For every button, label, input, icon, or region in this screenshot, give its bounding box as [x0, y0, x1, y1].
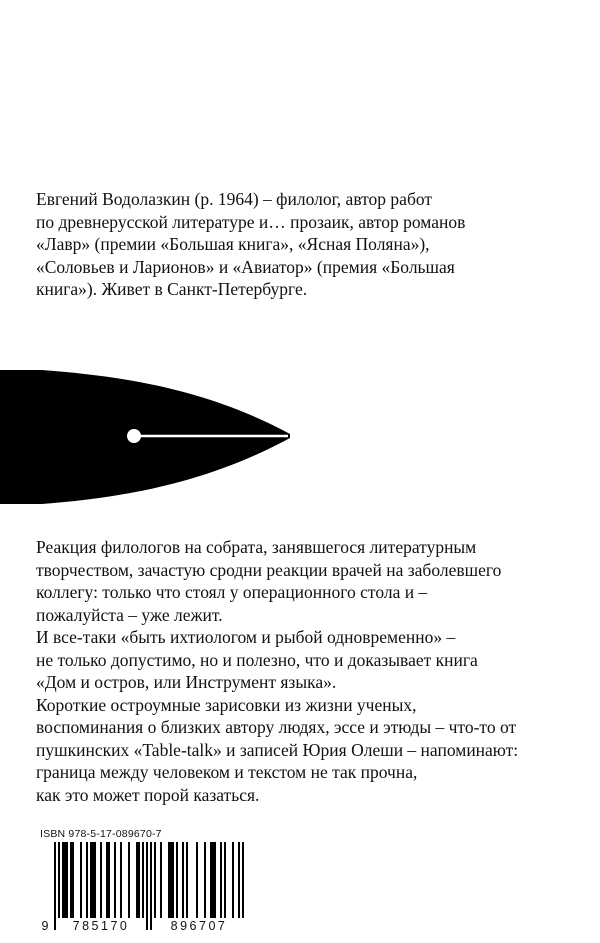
barcode-bar [210, 842, 212, 918]
barcode-bar [142, 842, 144, 918]
book-description [36, 536, 596, 806]
author-bio-line: книга»). Живет в Санкт-Петербурге. [36, 279, 308, 299]
barcode-bar [54, 842, 56, 930]
barcode-bar [94, 842, 96, 918]
barcode-bar [70, 842, 72, 918]
barcode-bar [138, 842, 140, 918]
author-bio-line: «Лавр» (премии «Большая книга», «Ясная Поляна»), [36, 234, 430, 254]
barcode-right-digits: 896707 [154, 918, 244, 934]
barcode-bar [114, 842, 116, 918]
barcode-bar [62, 842, 64, 918]
description-line: не только допустимо, но и полезно, что и доказывает книга [36, 649, 478, 670]
barcode-bar [242, 842, 244, 930]
barcode-bar [170, 842, 172, 918]
barcode-bar [106, 842, 108, 918]
barcode-bar [172, 842, 174, 918]
description-line: коллегу: только что стоял у операционного стола и – [36, 582, 428, 602]
barcode-first-digit: 9 [38, 918, 52, 934]
barcode-bar [176, 842, 178, 918]
description-line: «Дом и остров, или Инструмент языка». [36, 672, 337, 692]
author-bio-line: «Соловьев и Ларионов» и «Авиатор» (премия «Большая [36, 256, 455, 277]
barcode-bar [146, 842, 148, 930]
pen-breather-hole [127, 429, 141, 443]
author-bio-line: Евгений Водолазкин (р. 1964) – филолог, автор работ [36, 189, 433, 209]
barcode-bar [100, 842, 102, 918]
barcode-bar [150, 842, 152, 930]
barcode-bar [232, 842, 234, 918]
author-bio [36, 188, 576, 301]
description-line: творчеством, зачастую сродни реакции врачей на заболевшего [36, 559, 502, 580]
barcode-bar [136, 842, 138, 918]
description-line: Реакция филологов на собрата, занявшегося литературным [36, 537, 477, 557]
barcode-bar [80, 842, 82, 918]
barcode-bar [154, 842, 156, 918]
barcode-bar [168, 842, 170, 918]
barcode-bar [72, 842, 74, 918]
description-line: пожалуйста – уже лежит. [36, 604, 223, 625]
barcode-bar [66, 842, 68, 918]
barcode-bar [108, 842, 110, 918]
barcode-bar [238, 842, 240, 930]
barcode-digits [38, 918, 244, 934]
barcode-bar [186, 842, 188, 918]
author-bio-line: по древнерусской литературе и… прозаик, автор романов [36, 211, 466, 232]
barcode-bar [64, 842, 66, 918]
description-line: воспоминания о близких автору людях, эссе и этюды – что-то от [36, 717, 517, 737]
description-line: Короткие остроумные зарисовки из жизни ученых, [36, 694, 417, 715]
fountain-pen-nib-icon [0, 362, 600, 512]
description-line: И все-таки «быть ихтиологом и рыбой одновременно» – [36, 627, 456, 647]
description-line: пушкинских «Table-talk» и записей Юрия Олеши – напоминают: [36, 739, 519, 760]
barcode-bar [214, 842, 216, 918]
description-line: как это может порой казаться. [36, 784, 260, 805]
barcode-left-digits: 785170 [56, 918, 146, 934]
barcode-bar [58, 842, 60, 930]
barcode-bar [160, 842, 162, 918]
barcode-bar [224, 842, 226, 918]
barcode-bar [182, 842, 184, 918]
description-line: граница между человеком и текстом не так прочна, [36, 762, 418, 782]
barcode-bar [212, 842, 214, 918]
barcode-bar [86, 842, 88, 918]
barcode-bar [196, 842, 198, 918]
barcode-bar [92, 842, 94, 918]
barcode-bar [120, 842, 122, 918]
isbn-label: ISBN 978-5-17-089670-7 [40, 828, 162, 840]
barcode-bar [220, 842, 222, 918]
barcode-bar [128, 842, 130, 918]
barcode-bar [204, 842, 206, 918]
barcode-bar [90, 842, 92, 918]
